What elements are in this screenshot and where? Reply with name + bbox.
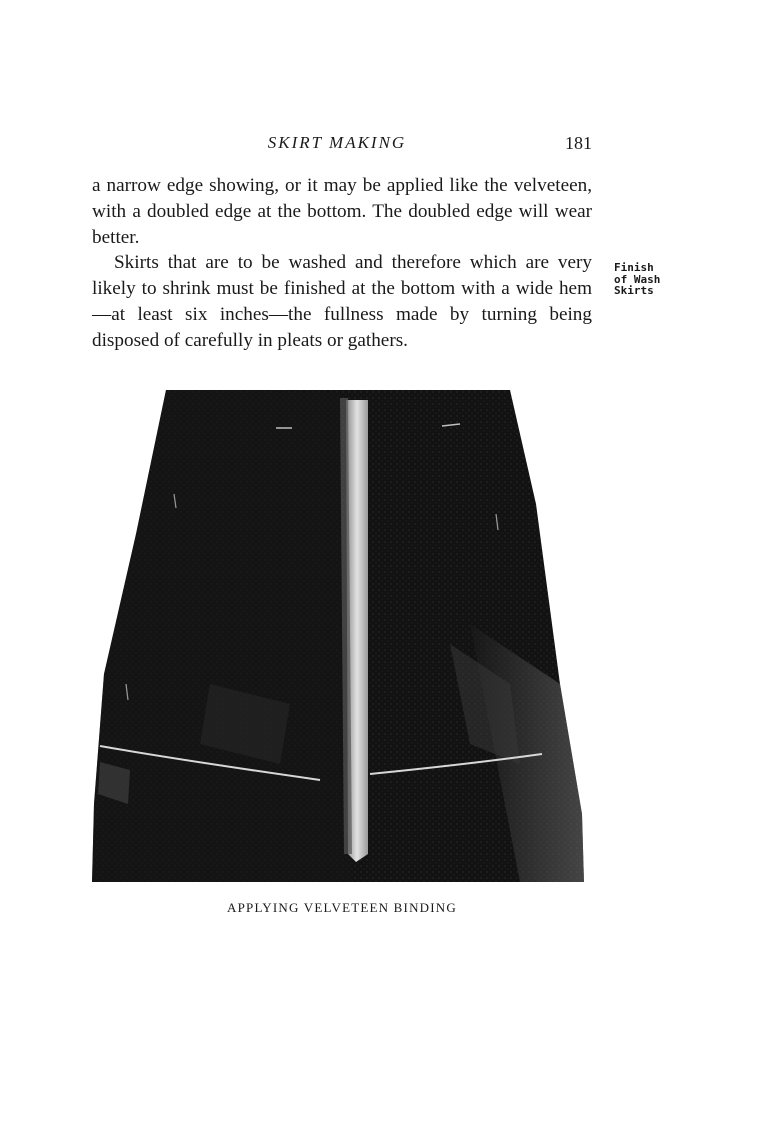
paragraph-wash-skirts: Skirts that are to be washed and therefore which are very likely to shrink must be finished at the bottom with a wide hem—at least six inches—the fullness made by turning being disposed of carefully in pleats or gathers. (92, 252, 592, 351)
skirt-photograph (90, 384, 586, 882)
running-head (92, 133, 592, 155)
margin-note-line: Finish (614, 261, 654, 274)
running-title: SKIRT MAKING (267, 133, 407, 152)
body-text (92, 173, 592, 354)
page-number: 181 (565, 133, 592, 153)
margin-note-line: of Wash (614, 272, 661, 286)
margin-note (614, 262, 694, 297)
paragraph-continued: a narrow edge showing, or it may be applied like the velveteen, with a doubled edge at the bottom. The doubled edge will wear better. (92, 175, 592, 248)
margin-note-line: Skirts (614, 284, 654, 297)
figure-caption: APPLYING VELVETEEN BINDING (227, 900, 457, 915)
